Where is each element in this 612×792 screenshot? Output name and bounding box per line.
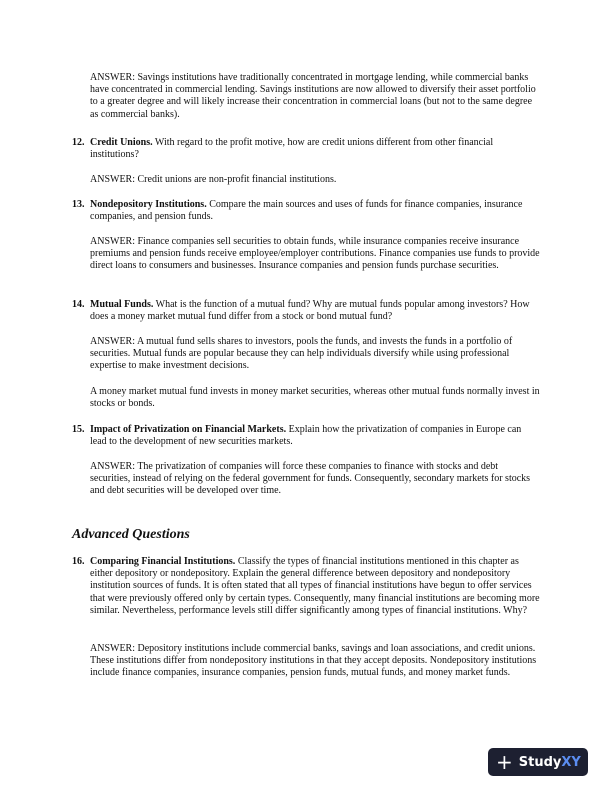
- section-heading: Advanced Questions: [72, 527, 190, 542]
- question-title: Nondepository Institutions.: [90, 199, 207, 210]
- question-prompt: What is the function of a mutual fund? Why are mutual funds popular among investors? How does a money market mutual fund differ from a stock or bond mutual fund?: [90, 299, 530, 323]
- question-number: 16.: [72, 556, 85, 567]
- q14-answer-continued: A money market mutual fund invests in money market securities, whereas other mutual funds normally invest in stocks or bonds.: [90, 386, 540, 410]
- q16-answer: ANSWER: Depository institutions include commercial banks, savings and loan associations, and credit unions. These institutions differ from nondepository institutions in that they accept deposits. Nondepository institutions include finance companies, insurance companies, pension funds, mutual funds, and money market funds.: [90, 643, 537, 679]
- question-text: [90, 199, 540, 223]
- q13-answer: ANSWER: Finance companies sell securities to obtain funds, while insurance companies receive insurance premiums and pension funds receive employee/employer contributions. Finance companies use funds to provide direct loans to consumers and businesses. Insurance companies and pension funds purchase securities.: [90, 236, 540, 272]
- question-title: Credit Unions.: [90, 137, 153, 148]
- brand-name: StudyXY: [518, 754, 581, 770]
- question-number: 12.: [72, 137, 85, 148]
- studyxy-badge[interactable]: [488, 748, 588, 776]
- question-title: Mutual Funds.: [90, 299, 154, 310]
- question-number: 13.: [72, 199, 85, 210]
- question-text: [90, 556, 540, 617]
- question-prompt: With regard to the profit motive, how are credit unions different from other financial institutions?: [90, 137, 494, 161]
- question-number: 14.: [72, 299, 85, 310]
- q11-answer: ANSWER: Savings institutions have traditionally concentrated in mortgage lending, while commercial banks have concentrated in commercial lending. Savings institutions are now allowed to diversify their asset portfolio to a greater degree and will likely increase their concentration in commercial loans (but not to the same degree as commercial banks).: [90, 72, 536, 120]
- question-title: Comparing Financial Institutions.: [90, 556, 236, 567]
- question-prompt: Classify the types of financial institutions mentioned in this chapter as either depository or nondepository. Explain the general difference between depository and nondepository institution sources of funds. It is often stated that all types of financial institutions have begun to offer services that were previously offered only by certain types. Consequently, many financial institutions are becoming more similar. Nevertheless, performance levels still differ significantly among types of financial institutions. Why?: [90, 556, 540, 616]
- question-number: 15.: [72, 424, 85, 435]
- question-prompt: Compare the main sources and uses of funds for finance companies, insurance companies, and pension funds.: [90, 199, 523, 223]
- question-14: [72, 299, 540, 323]
- q15-answer: ANSWER: The privatization of companies will force these companies to finance with stocks and debt securities, instead of relying on the federal government for funds. Consequently, secondary markets for stocks and debt securities will be developed over time.: [90, 461, 531, 497]
- question-text: [90, 137, 540, 161]
- question-text: [90, 299, 540, 323]
- question-12: [72, 137, 540, 161]
- question-13: [72, 199, 540, 223]
- q14-answer: ANSWER: A mutual fund sells shares to investors, pools the funds, and invests the funds in a portfolio of securities. Mutual funds are popular because they can help individuals diversify while using professional expertise to make investment decisions.: [90, 336, 513, 372]
- question-16: [72, 556, 540, 617]
- question-15: [72, 424, 540, 448]
- question-title: Impact of Privatization on Financial Markets.: [90, 424, 287, 435]
- plus-icon: +: [496, 750, 513, 774]
- question-text: [90, 424, 540, 448]
- q12-answer: ANSWER: Credit unions are non-profit financial institutions.: [90, 174, 337, 185]
- question-prompt: Explain how the privatization of companies in Europe can lead to the development of new securities markets.: [90, 424, 522, 448]
